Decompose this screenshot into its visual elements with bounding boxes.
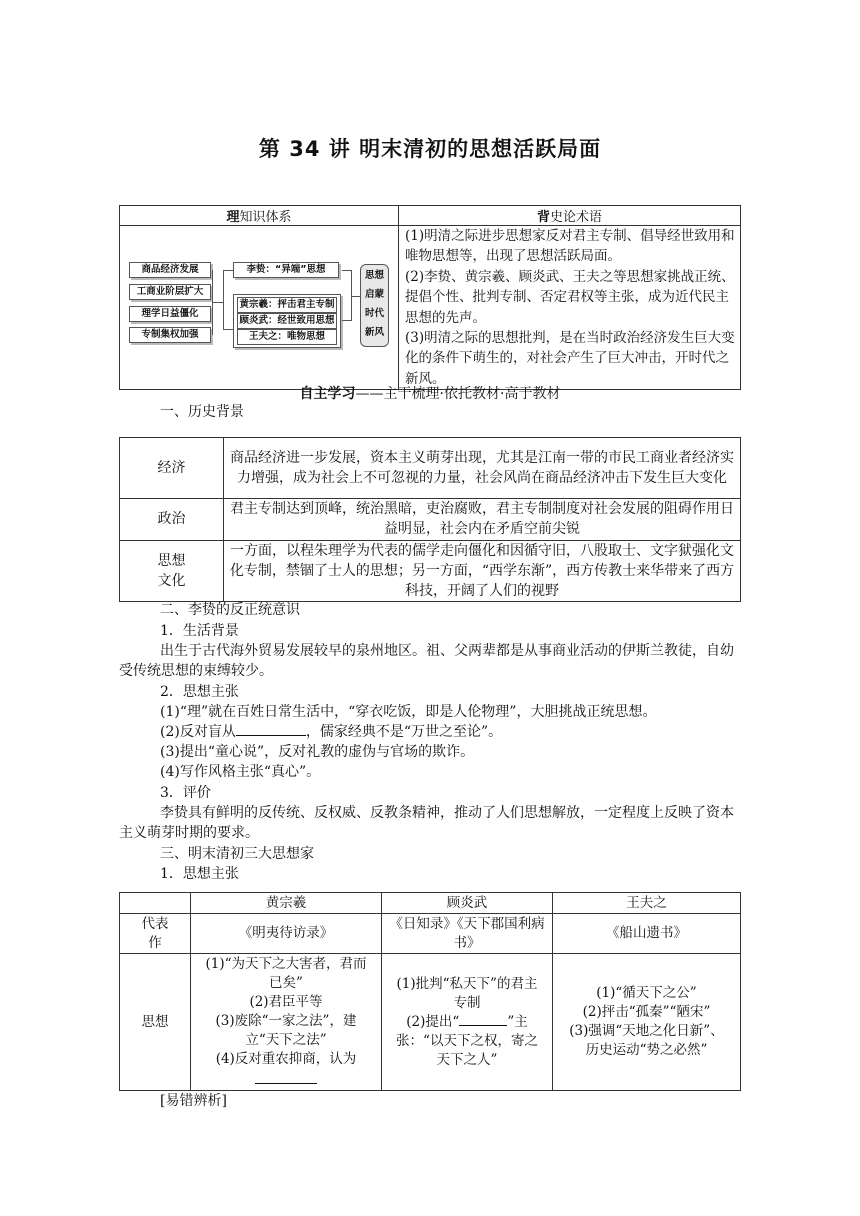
page-title: 第 34 讲 明末清初的思想活跃局面 [258, 137, 602, 161]
li-item-3: (3)提出“童心说”，反对礼教的虚伪与官场的欺诈。 [160, 744, 475, 760]
section-1-heading: 一、历史背景 [160, 404, 244, 420]
diagram-arrow [223, 270, 233, 271]
diagram-arrow [351, 296, 360, 297]
li-heading-1: 1．生活背景 [160, 623, 239, 639]
diagram-box-wang: 王夫之：唯物思想 [237, 329, 337, 345]
li-para-1: 出生于古代海外贸易发展较早的泉州地区。祖、父两辈都是从事商业活动的伊斯兰教徒，自幼受传统思想的束缚较少。 [119, 643, 734, 680]
knowledge-diagram-cell [120, 226, 399, 390]
li-heading-2: 2．思想主张 [160, 684, 239, 700]
li-item-4: (4)写作风格主张“真心”。 [160, 764, 321, 780]
section-3-1-heading: 1．思想主张 [160, 866, 239, 882]
ideas-label: 思想 [120, 954, 191, 1091]
table-row [120, 499, 741, 541]
table-corner [120, 893, 191, 914]
li-heading-3: 3．评价 [160, 785, 211, 801]
answer-blank[interactable] [255, 1069, 317, 1084]
study-heading: 自主学习——主干梳理·依托教材·高于教材 [299, 386, 561, 402]
terms-cell [399, 226, 741, 390]
ideas-huang: (1)“为天下之大害者，君而已矣” (2)君臣平等 (3)废除“一家之法”，建立“天下之法” (4)反对重农抑商，认为 [191, 954, 382, 1091]
works-huang: 《明夷待访录》 [191, 914, 382, 954]
diagram-box-li-zhi: 李贽：“异端”思想 [233, 262, 339, 278]
terms-header: 背史论术语 [399, 206, 741, 226]
thinkers-table [119, 892, 741, 1091]
diagram-connector [342, 320, 351, 321]
summary-table [119, 205, 741, 390]
background-label: 经济 [120, 438, 224, 499]
thinker-name: 顾炎武 [382, 893, 553, 914]
table-row [120, 893, 741, 914]
background-text: 君主专制达到顶峰，统治黑暗，吏治腐败，君主专制制度对社会发展的阻碍作用日益明显，社会内在矛盾空前尖锐 [224, 499, 741, 541]
thinker-name: 黄宗羲 [191, 893, 382, 914]
term-1: (1)明清之际进步思想家反对君主专制、倡导经世致用和唯物思想等，出现了思想活跃局面。 [405, 228, 735, 265]
knowledge-system-header: 理知识体系 [120, 206, 399, 226]
ideas-gu: (1)批判“私天下”的君主专制 (2)提出“ ”主张：“以天下之权，寄之天下之人” [382, 954, 553, 1091]
li-item-2: (2)反对盲从 ，儒家经典不是“万世之至论”。 [160, 724, 503, 740]
diagram-box-neo-confucianism: 理学日益僵化 [129, 306, 211, 322]
diagram-box-huang: 黄宗羲：抨击君主专制 [237, 297, 337, 313]
background-table [119, 437, 741, 602]
section-3-heading: 三、明末清初三大思想家 [160, 846, 314, 862]
error-analysis-label: [易错辨析] [160, 1093, 227, 1109]
diagram-arrow [223, 329, 233, 330]
diagram-connector [342, 270, 351, 271]
li-para-3: 李贽具有鲜明的反传统、反权威、反教条精神，推动了人们思想解放，一定程度上反映了资本主义萌芽时期的要求。 [119, 805, 734, 842]
knowledge-diagram [120, 226, 398, 378]
answer-blank[interactable] [236, 735, 306, 736]
works-wang: 《船山遗书》 [553, 914, 741, 954]
section-2-heading: 二、李贽的反正统意识 [160, 602, 300, 618]
diagram-box-enlightenment: 思想 启蒙 时代 新风 [360, 264, 389, 347]
thinker-name: 王夫之 [553, 893, 741, 914]
diagram-connector [212, 302, 223, 303]
diagram-box-gu: 顾炎武：经世致用思想 [237, 313, 337, 329]
table-row [120, 954, 741, 1091]
table-row [120, 914, 741, 954]
works-gu: 《日知录》《天下郡国利病书》 [382, 914, 553, 954]
diagram-box-economy: 商品经济发展 [129, 262, 211, 278]
diagram-box-merchants: 工商业阶层扩大 [129, 284, 211, 300]
background-text: 一方面，以程朱理学为代表的儒学走向僵化和因循守旧，八股取士、文字狱强化文化专制，禁锢了士人的思想；另一方面，“西学东渐”，西方传教士来华带来了西方科技，开阔了人们的视野 [224, 540, 741, 602]
term-2: (2)李贽、黄宗羲、顾炎武、王夫之等思想家挑战正统、提倡个性、批判专制、否定君权等主张，成为近代民主思想的先声。 [405, 268, 735, 326]
table-row [120, 540, 741, 602]
ideas-wang: (1)“循天下之公” (2)抨击“孤秦”“陋宋” (3)强调“天地之化日新”、历史运动“势之必然” [553, 954, 741, 1091]
background-label: 政治 [120, 499, 224, 541]
term-3: (3)明清之际的思想批判，是在当时政治经济发生巨大变化的条件下萌生的，对社会产生了巨大冲击，开时代之新风。 [405, 330, 735, 387]
li-item-1: (1)“理”就在百姓日常生活中，“穿衣吃饭，即是人伦物理”，大胆挑战正统思想。 [160, 704, 657, 720]
diagram-connector [223, 270, 224, 330]
background-text: 商品经济进一步发展，资本主义萌芽出现，尤其是江南一带的市民工商业者经济实力增强，成为社会上不可忽视的力量，社会风尚在商品经济冲击下发生巨大变化 [224, 438, 741, 499]
background-label: 思想 文化 [120, 540, 224, 602]
answer-blank[interactable] [459, 1025, 507, 1026]
works-label: 代表 作 [120, 914, 191, 954]
table-row [120, 438, 741, 499]
diagram-box-autocracy: 专制集权加强 [129, 327, 211, 343]
